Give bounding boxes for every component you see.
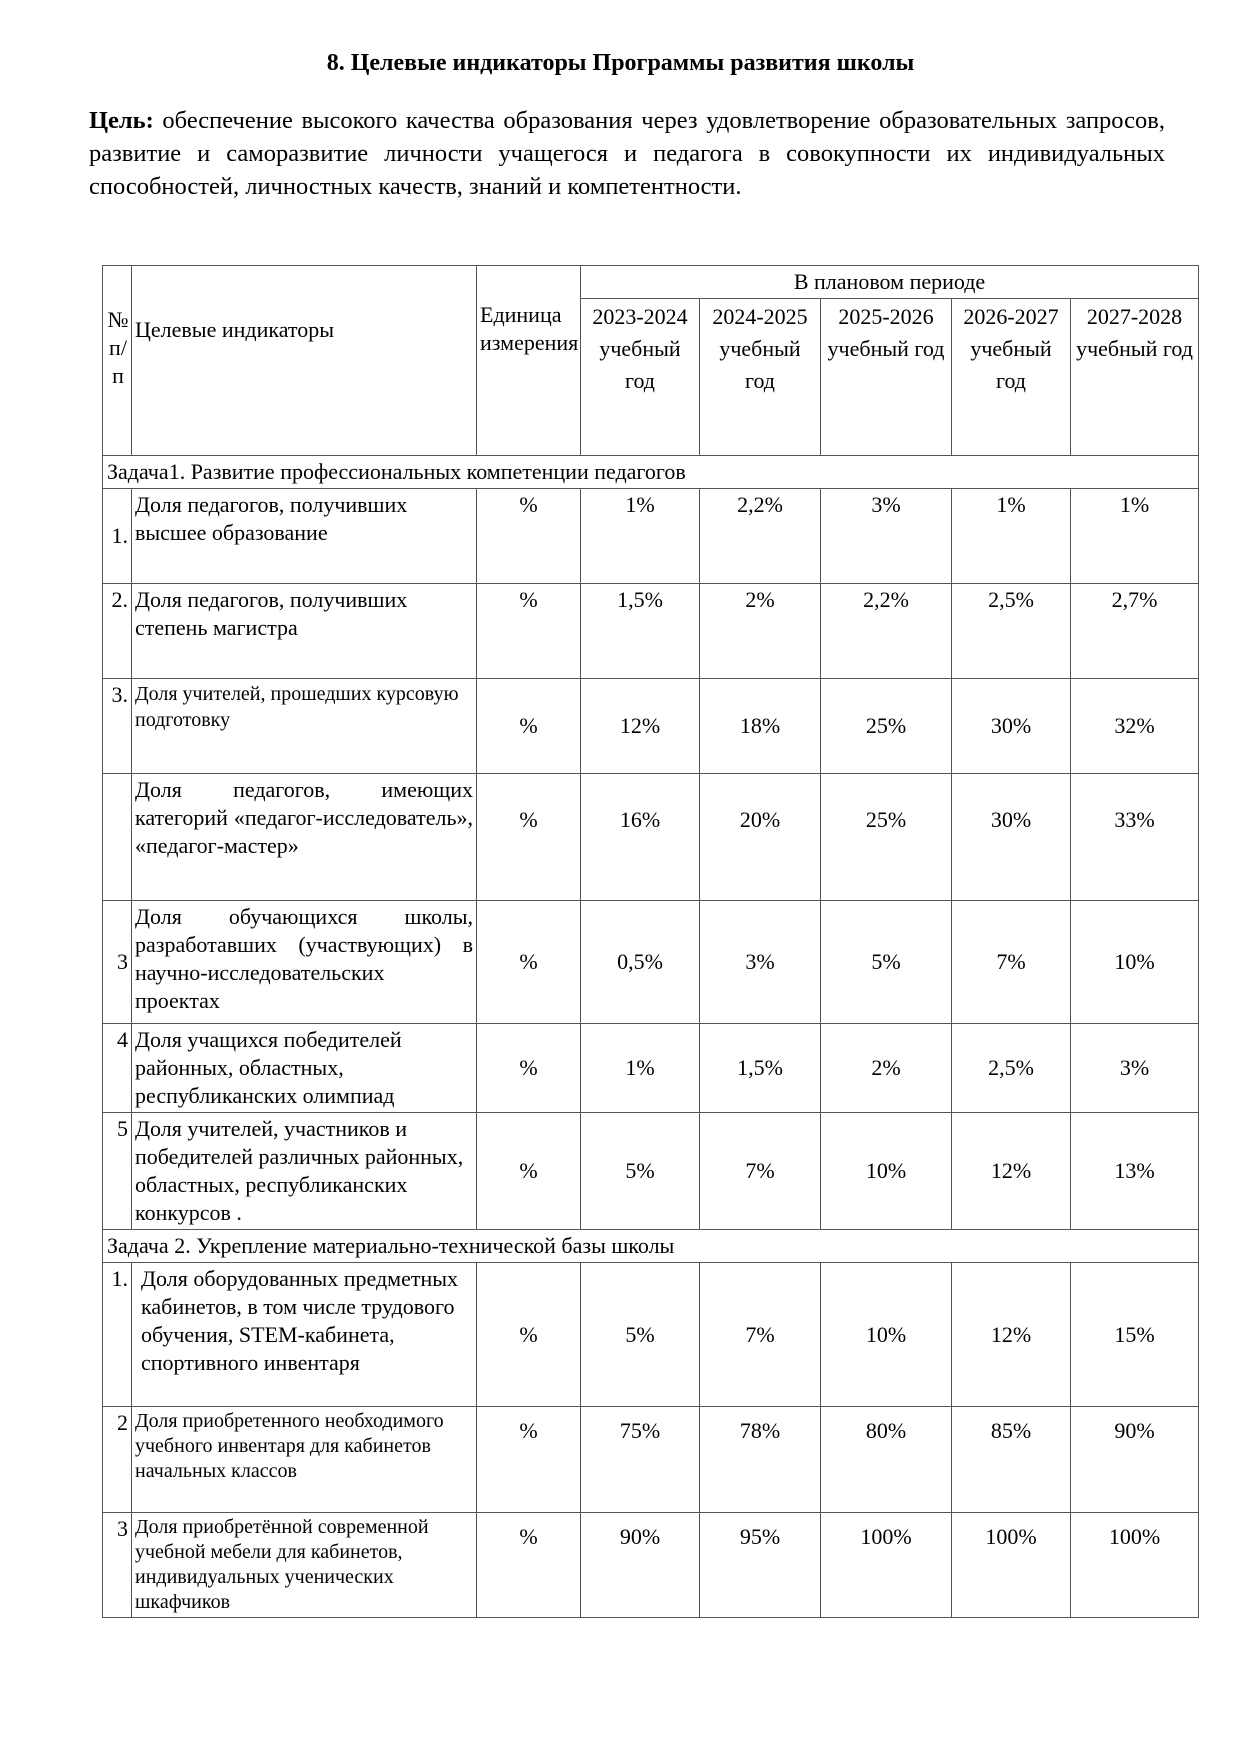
table-row (103, 774, 1199, 901)
row-value: 12% (581, 679, 700, 774)
row-value: 1,5% (581, 584, 700, 679)
row-unit: % (477, 1263, 581, 1407)
row-value: 13% (1071, 1113, 1199, 1230)
row-value: 2,7% (1071, 584, 1199, 679)
goal-text: обеспечение высокого качества образования через удовлетворение образовательных запросов, развитие и саморазвитие личности учащегося и педагога в совокупности их индивидуальных способностей, личностных качеств, знаний и компетентности. (89, 107, 1165, 200)
row-unit: % (477, 1024, 581, 1113)
row-value: 7% (952, 901, 1071, 1024)
table-row (103, 1113, 1199, 1230)
row-value: 20% (700, 774, 821, 901)
row-value: 90% (581, 1513, 700, 1618)
task-row (103, 1230, 1199, 1263)
row-value: 15% (1071, 1263, 1199, 1407)
table-row (103, 1407, 1199, 1513)
row-indicator: Доля учителей, прошедших курсовую подготовку (132, 679, 477, 774)
row-num: 1. (103, 489, 132, 584)
row-value: 18% (700, 679, 821, 774)
table-row (103, 679, 1199, 774)
row-num: 5 (103, 1113, 132, 1230)
header-plan-period: В плановом периоде (581, 266, 1199, 299)
row-value: 1% (581, 489, 700, 584)
row-indicator: Доля приобретенного необходимого учебного инвентаря для кабинетов начальных классов (132, 1407, 477, 1513)
row-value: 0,5% (581, 901, 700, 1024)
row-value: 3% (700, 901, 821, 1024)
task1-title: Задача1. Развитие профессиональных компетенции педагогов (103, 456, 1199, 489)
row-indicator: Доля обучающихся школы, разработавших (участвующих) в научно-исследовательских проектах (132, 901, 477, 1024)
row-unit: % (477, 774, 581, 901)
table-row (103, 1263, 1199, 1407)
table-row (103, 901, 1199, 1024)
row-value: 2% (821, 1024, 952, 1113)
row-value: 32% (1071, 679, 1199, 774)
row-value: 75% (581, 1407, 700, 1513)
row-value: 90% (1071, 1407, 1199, 1513)
row-value: 33% (1071, 774, 1199, 901)
row-value: 30% (952, 774, 1071, 901)
row-unit: % (477, 679, 581, 774)
row-num: 4 (103, 1024, 132, 1113)
row-value: 85% (952, 1407, 1071, 1513)
row-value: 2,5% (952, 1024, 1071, 1113)
header-num: № п/п (103, 266, 132, 456)
row-value: 16% (581, 774, 700, 901)
row-num: 2. (103, 584, 132, 679)
table-row (103, 1024, 1199, 1113)
row-value: 3% (821, 489, 952, 584)
header-year: 2025-2026 учебный год (821, 299, 952, 456)
row-unit: % (477, 1113, 581, 1230)
row-unit: % (477, 1407, 581, 1513)
table-row (103, 584, 1199, 679)
row-indicator: Доля учащихся победителей районных, областных, республиканских олимпиад (132, 1024, 477, 1113)
row-value: 5% (581, 1263, 700, 1407)
row-value: 30% (952, 679, 1071, 774)
row-value: 25% (821, 679, 952, 774)
row-value: 78% (700, 1407, 821, 1513)
row-value: 1% (952, 489, 1071, 584)
row-value: 7% (700, 1113, 821, 1230)
row-num (103, 774, 132, 901)
row-num: 1. (103, 1263, 132, 1407)
row-value: 100% (821, 1513, 952, 1618)
row-value: 100% (1071, 1513, 1199, 1618)
goal-paragraph (89, 104, 1165, 203)
goal-label: Цель: (89, 107, 154, 134)
row-value: 5% (821, 901, 952, 1024)
row-value: 2,2% (700, 489, 821, 584)
row-num: 3 (103, 1513, 132, 1618)
row-indicator: Доля приобретённой современной учебной мебели для кабинетов, индивидуальных ученических шкафчиков (132, 1513, 477, 1618)
page-title: 8. Целевые индикаторы Программы развития школы (326, 50, 915, 76)
header-indicator: Целевые индикаторы (132, 266, 477, 456)
header-year: 2023-2024 учебный год (581, 299, 700, 456)
row-indicator: Доля педагогов, имеющих категорий «педагог-исследователь», «педагог-мастер» (132, 774, 477, 901)
row-indicator: Доля оборудованных предметных кабинетов, в том числе трудового обучения, STEM-кабинета, спортивного инвентаря (132, 1263, 477, 1407)
row-value: 10% (821, 1113, 952, 1230)
header-year: 2027-2028 учебный год (1071, 299, 1199, 456)
row-value: 12% (952, 1263, 1071, 1407)
header-year: 2024-2025 учебный год (700, 299, 821, 456)
row-unit: % (477, 489, 581, 584)
row-value: 25% (821, 774, 952, 901)
row-unit: % (477, 584, 581, 679)
row-num: 3 (103, 901, 132, 1024)
row-value: 2,5% (952, 584, 1071, 679)
row-num: 3. (103, 679, 132, 774)
task-row (103, 456, 1199, 489)
row-value: 100% (952, 1513, 1071, 1618)
header-unit: Единица измерения (477, 266, 581, 456)
row-num: 2 (103, 1407, 132, 1513)
row-value: 95% (700, 1513, 821, 1618)
row-value: 1% (581, 1024, 700, 1113)
row-indicator: Доля педагогов, получивших степень магистра (132, 584, 477, 679)
task2-title: Задача 2. Укрепление материально-технической базы школы (103, 1230, 1199, 1263)
row-value: 10% (1071, 901, 1199, 1024)
table-row (103, 1513, 1199, 1618)
row-unit: % (477, 1513, 581, 1618)
row-value: 2% (700, 584, 821, 679)
row-indicator: Доля учителей, участников и победителей различных районных, областных, республиканских конкурсов . (132, 1113, 477, 1230)
row-value: 1% (1071, 489, 1199, 584)
row-value: 2,2% (821, 584, 952, 679)
row-value: 3% (1071, 1024, 1199, 1113)
row-unit: % (477, 901, 581, 1024)
row-value: 1,5% (700, 1024, 821, 1113)
row-value: 80% (821, 1407, 952, 1513)
header-row-plan (103, 266, 1199, 299)
header-year: 2026-2027 учебный год (952, 299, 1071, 456)
indicators-table (102, 265, 1199, 1618)
row-value: 7% (700, 1263, 821, 1407)
row-value: 10% (821, 1263, 952, 1407)
row-value: 5% (581, 1113, 700, 1230)
row-value: 12% (952, 1113, 1071, 1230)
table-row (103, 489, 1199, 584)
row-indicator: Доля педагогов, получивших высшее образование (132, 489, 477, 584)
